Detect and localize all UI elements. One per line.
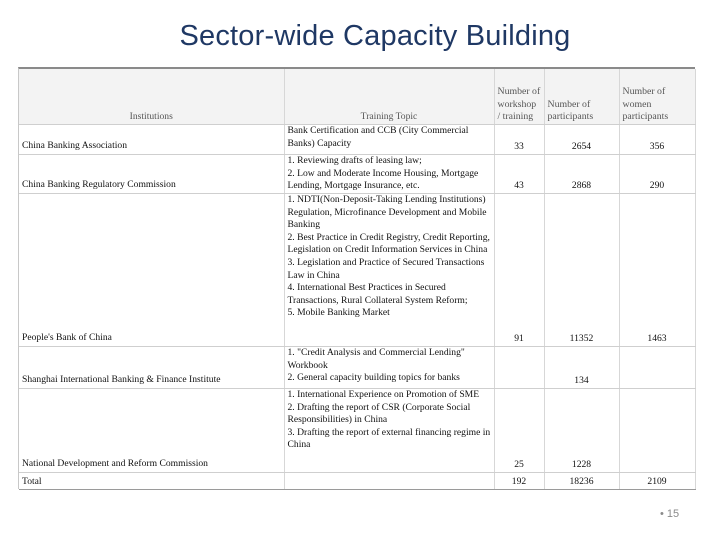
workshops-cell: 91 [494, 194, 544, 347]
institution-cell: National Development and Reform Commission [19, 389, 284, 473]
workshops-cell: 43 [494, 155, 544, 194]
participants-cell: 2654 [544, 125, 619, 155]
capacity-building-table [19, 69, 696, 490]
page-number: • 15 [660, 508, 680, 520]
participants-cell: 134 [544, 347, 619, 389]
table-header-row [19, 69, 695, 125]
workshops-cell [494, 347, 544, 389]
slide-title: Sector-wide Capacity Building [179, 20, 571, 52]
institution-cell: Shanghai International Banking & Finance Institute [19, 347, 284, 389]
women-participants-cell: 1463 [619, 194, 695, 347]
workshops-cell: 33 [494, 125, 544, 155]
women-participants-cell [619, 347, 695, 389]
participants-cell: 1228 [544, 389, 619, 473]
women-participants-cell: 356 [619, 125, 695, 155]
participants-cell: 11352 [544, 194, 619, 347]
training-topic-cell: Bank Certification and CCB (City Commercial Banks) Capacity [284, 125, 494, 155]
training-topic-cell: 1. Reviewing drafts of leasing law; 2. Low and Moderate Income Housing, Mortgage Lending, Mortgage Insurance, etc. [284, 155, 494, 194]
header-workshops: Number of workshop / training [494, 69, 544, 125]
training-topic-cell: 1. "Credit Analysis and Commercial Lending" Workbook 2. General capacity building topics for banks [284, 347, 494, 389]
total-participants: 18236 [544, 473, 619, 490]
training-topic-cell: 1. International Experience on Promotion of SME 2. Drafting the report of CSR (Corporate Social Responsibilities) in China 3. Drafting the report of external financing regime in China [284, 389, 494, 473]
institution-cell: China Banking Association [19, 125, 284, 155]
table-row [19, 194, 695, 347]
women-participants-cell: 290 [619, 155, 695, 194]
total-topic-cell [284, 473, 494, 490]
header-institutions: Institutions [19, 69, 284, 125]
total-workshops: 192 [494, 473, 544, 490]
participants-cell: 2868 [544, 155, 619, 194]
table-row [19, 155, 695, 194]
training-topic-cell: 1. NDTI(Non-Deposit-Taking Lending Institutions) Regulation, Microfinance Development and Mobile Banking 2. Best Practice in Credit Registry, Credit Reporting, Legislation on Credit Information Services in China 3. Legislation and Practice of Secured Transactions Law in China 4. International Best Practices in Secured Transactions, Rural Collateral System Reform; 5. Mobile Banking Market [284, 194, 494, 347]
total-row [19, 473, 695, 490]
table-row [19, 125, 695, 155]
header-training-topic: Training Topic [284, 69, 494, 125]
institution-cell: China Banking Regulatory Commission [19, 155, 284, 194]
women-participants-cell [619, 389, 695, 473]
table-row [19, 347, 695, 389]
institution-cell: People's Bank of China [19, 194, 284, 347]
header-participants: Number of participants [544, 69, 619, 125]
table-row [19, 389, 695, 473]
total-label: Total [19, 473, 284, 490]
total-women-participants: 2109 [619, 473, 695, 490]
header-women-participants: Number of women participants [619, 69, 695, 125]
capacity-building-table-container [18, 67, 695, 489]
workshops-cell: 25 [494, 389, 544, 473]
